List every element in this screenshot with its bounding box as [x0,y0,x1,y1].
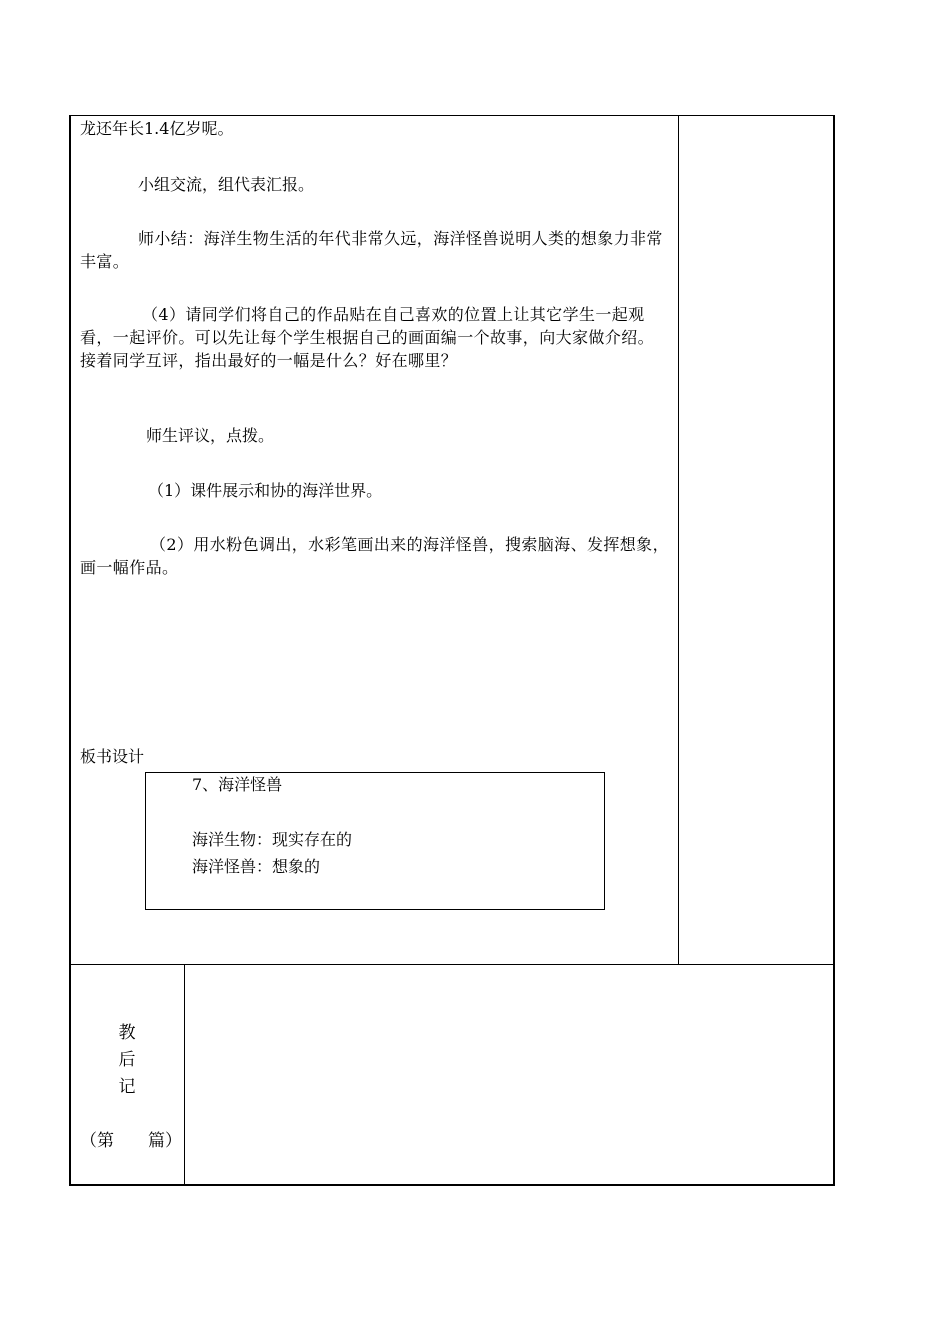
intro-line: 龙还年长1.4亿岁呢。 [80,119,234,138]
teacher-summary: 师小结：海洋生物生活的年代非常久远，海洋怪兽说明人类的想象力非常丰富。 [80,229,663,271]
board-design-label: 板书设计 [80,747,145,766]
teacher-student-comment: 师生评议，点拨。 [146,426,275,445]
group-report: 小组交流，组代表汇报。 [138,175,315,194]
step-4-paragraph: （4）请同学们将自己的作品贴在自己喜欢的位置上让其它学生一起观看，一起评价。可以先让每个学生根据自己的画面编一个故事，向大家做介绍。接着同学互评，指出最好的一幅是什么？好在哪里？ [80,305,655,370]
board-line-2: 海洋怪兽：想象的 [192,857,321,876]
reflection-char-1: 教 [118,1023,136,1043]
board-title: 7、海洋怪兽 [192,775,283,794]
table-left-border [69,115,71,1186]
notes-column-divider [678,115,679,965]
reflection-count-label: （第 篇） [80,1131,182,1151]
reflection-content-cell[interactable] [186,966,832,1183]
table-right-border [833,115,835,1186]
reflection-label-divider [184,964,185,1185]
item-2: （2）用水粉色调出，水彩笔画出来的海洋怪兽，搜索脑海、发挥想象，画一幅作品。 [80,535,669,577]
board-line-1: 海洋生物：现实存在的 [192,830,353,849]
item-1: （1）课件展示和协的海洋世界。 [148,481,383,500]
notes-column-cell[interactable] [680,117,832,963]
reflection-char-3: 记 [118,1077,136,1097]
reflection-char-2: 后 [118,1050,136,1070]
